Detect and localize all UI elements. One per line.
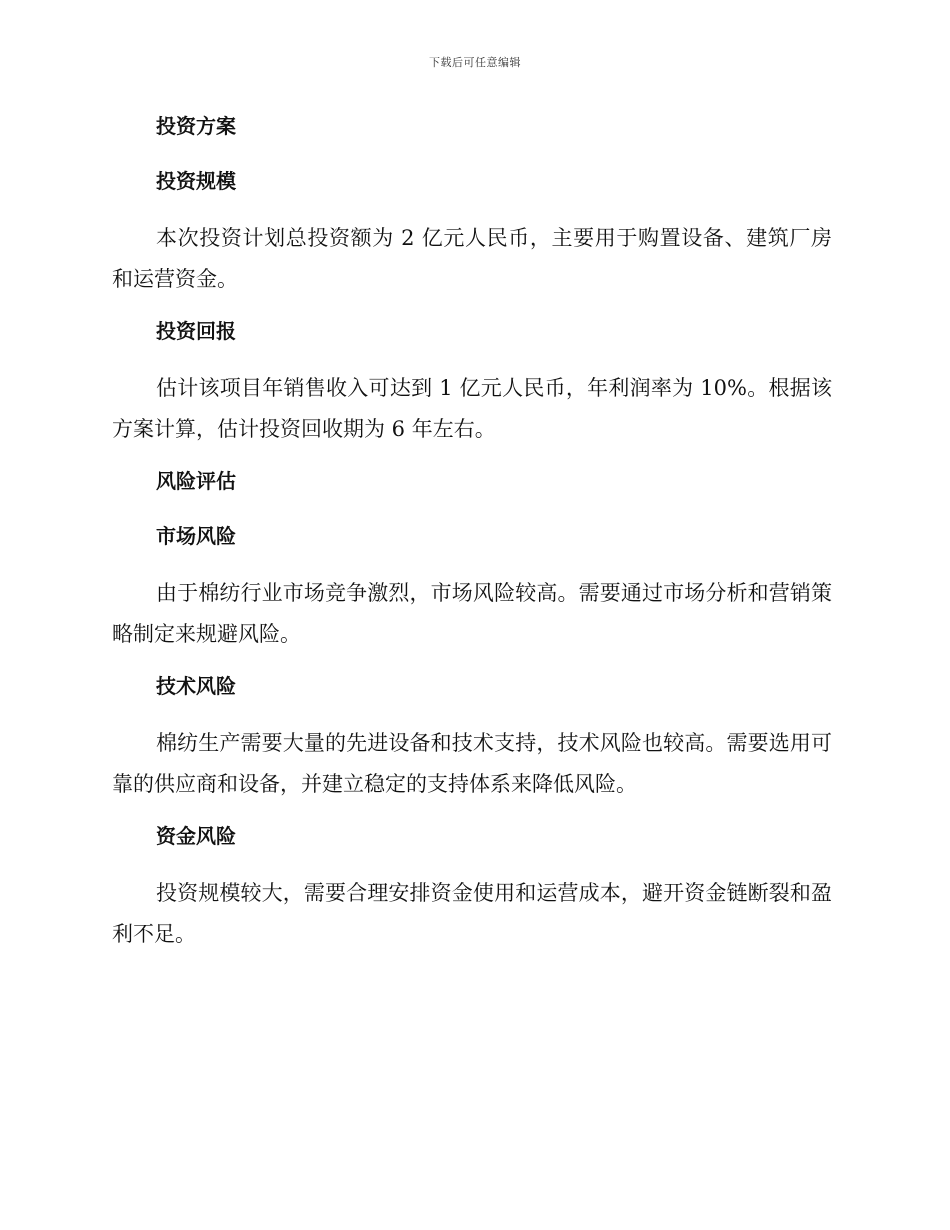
paragraph-capital-risk: 投资规模较大，需要合理安排资金使用和运营成本，避开资金链断裂和盈利不足。 <box>112 881 832 946</box>
heading-investment-scale: 投资规模 <box>156 169 236 193</box>
heading-technical-risk: 技术风险 <box>156 674 236 698</box>
document-body <box>112 108 832 968</box>
heading-market-risk: 市场风险 <box>156 524 236 548</box>
heading-investment-plan: 投资方案 <box>156 114 236 138</box>
paragraph-market-risk: 由于棉纺行业市场竞争激烈，市场风险较高。需要通过市场分析和营销策略制定来规避风险。 <box>112 581 832 646</box>
header-note: 下载后可任意编辑 <box>429 56 521 69</box>
heading-risk-assessment: 风险评估 <box>156 469 236 493</box>
heading-capital-risk: 资金风险 <box>156 824 236 848</box>
heading-investment-return: 投资回报 <box>156 319 236 343</box>
paragraph-investment-return: 估计该项目年销售收入可达到 1 亿元人民币，年利润率为 10%。根据该方案计算，估计投资回收期为 6 年左右。 <box>112 376 832 441</box>
paragraph-investment-scale: 本次投资计划总投资额为 2 亿元人民币，主要用于购置设备、建筑厂房和运营资金。 <box>112 226 832 291</box>
paragraph-technical-risk: 棉纺生产需要大量的先进设备和技术支持，技术风险也较高。需要选用可靠的供应商和设备，并建立稳定的支持体系来降低风险。 <box>112 731 832 796</box>
